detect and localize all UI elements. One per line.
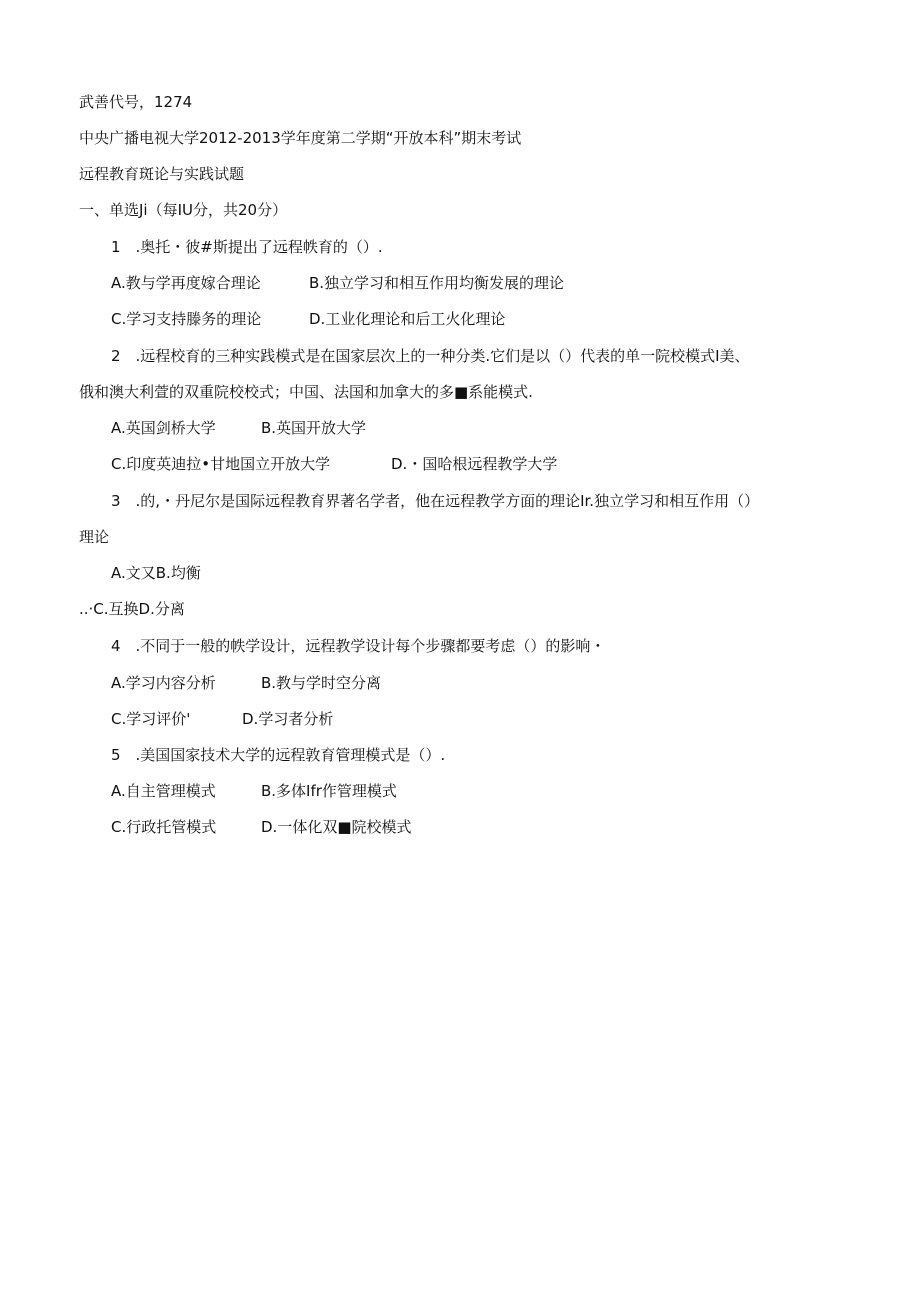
question-3-stem-line2: 理论 — [79, 528, 110, 546]
option-b: B.英国开放大学 — [261, 419, 367, 437]
question-1-stem: 1 .奥托・彼#斯提出了远程帙育的（）. — [111, 238, 383, 256]
option-d: D.学习者分析 — [242, 710, 334, 728]
question-2-stem-line1: 2 .远程校育的三种实践模式是在国家层次上的一种分类.它们是以（）代表的单一院校模式I美、 — [111, 347, 750, 365]
option-b: B.多体Ifr作管理模式 — [261, 782, 397, 800]
subject-title: 远程教育斑论与实践试题 — [79, 165, 245, 183]
question-3-options-row1: A.文又B.均衡 — [111, 564, 201, 582]
option-c: C.学习支持滕务的理论 — [111, 310, 262, 328]
question-2-stem-line2: 俄和澳大利萱的双重院校校式；中国、法国和加拿大的多■系能模式. — [79, 383, 533, 401]
section-title: 一、单选Ji（每IU分，共20分） — [79, 201, 288, 219]
option-d: D.一体化双■院校模式 — [261, 818, 412, 836]
question-5-options-row2 — [111, 817, 412, 837]
option-d: D.工业化理论和后工火化理论 — [309, 310, 506, 328]
option-b: B.独立学习和相互作用均衡发展的理论 — [309, 274, 565, 292]
option-c: C.行政托管模式 — [111, 818, 217, 836]
exam-code: 武善代号，1274 — [79, 93, 193, 111]
question-1-options-row2 — [111, 309, 506, 329]
question-2-options-row1 — [111, 418, 367, 438]
option-d: D.・国哈根远程教学大学 — [391, 455, 558, 473]
question-4-options-row1 — [111, 673, 382, 693]
option-b: B.教与学时空分离 — [261, 674, 382, 692]
option-a: A.英国剑桥大学 — [111, 419, 216, 437]
option-a: A.教与学再度嫁合理论 — [111, 274, 261, 292]
question-4-options-row2 — [111, 709, 334, 729]
question-2-options-row2 — [111, 454, 558, 474]
question-3-options-row2: ..·C.互换D.分离 — [79, 600, 185, 618]
option-a: A.自主管理模式 — [111, 782, 216, 800]
exam-title: 中央广播电视大学2012-2013学年度第二学期“开放本科”期末考试 — [79, 129, 522, 147]
question-3-stem-line1: 3 .的,・丹尼尔是国际远程教育界著名学者，他在远程教学方面的理论Ir.独立学习和相互作用（） — [111, 492, 760, 510]
option-a: A.学习内容分析 — [111, 674, 216, 692]
question-5-options-row1 — [111, 781, 397, 801]
question-4-stem: 4 .不同于一般的帙学设计，远程教学设计每个步骤都要考虑（）的影响・ — [111, 637, 606, 655]
question-1-options-row1 — [111, 273, 565, 293]
option-c: C.印度英迪拉•甘地国立开放大学 — [111, 455, 331, 473]
option-c: C.学习评价' — [111, 710, 191, 728]
question-5-stem: 5 .美国国家技术大学的远程敦育管理模式是（）. — [111, 746, 446, 764]
